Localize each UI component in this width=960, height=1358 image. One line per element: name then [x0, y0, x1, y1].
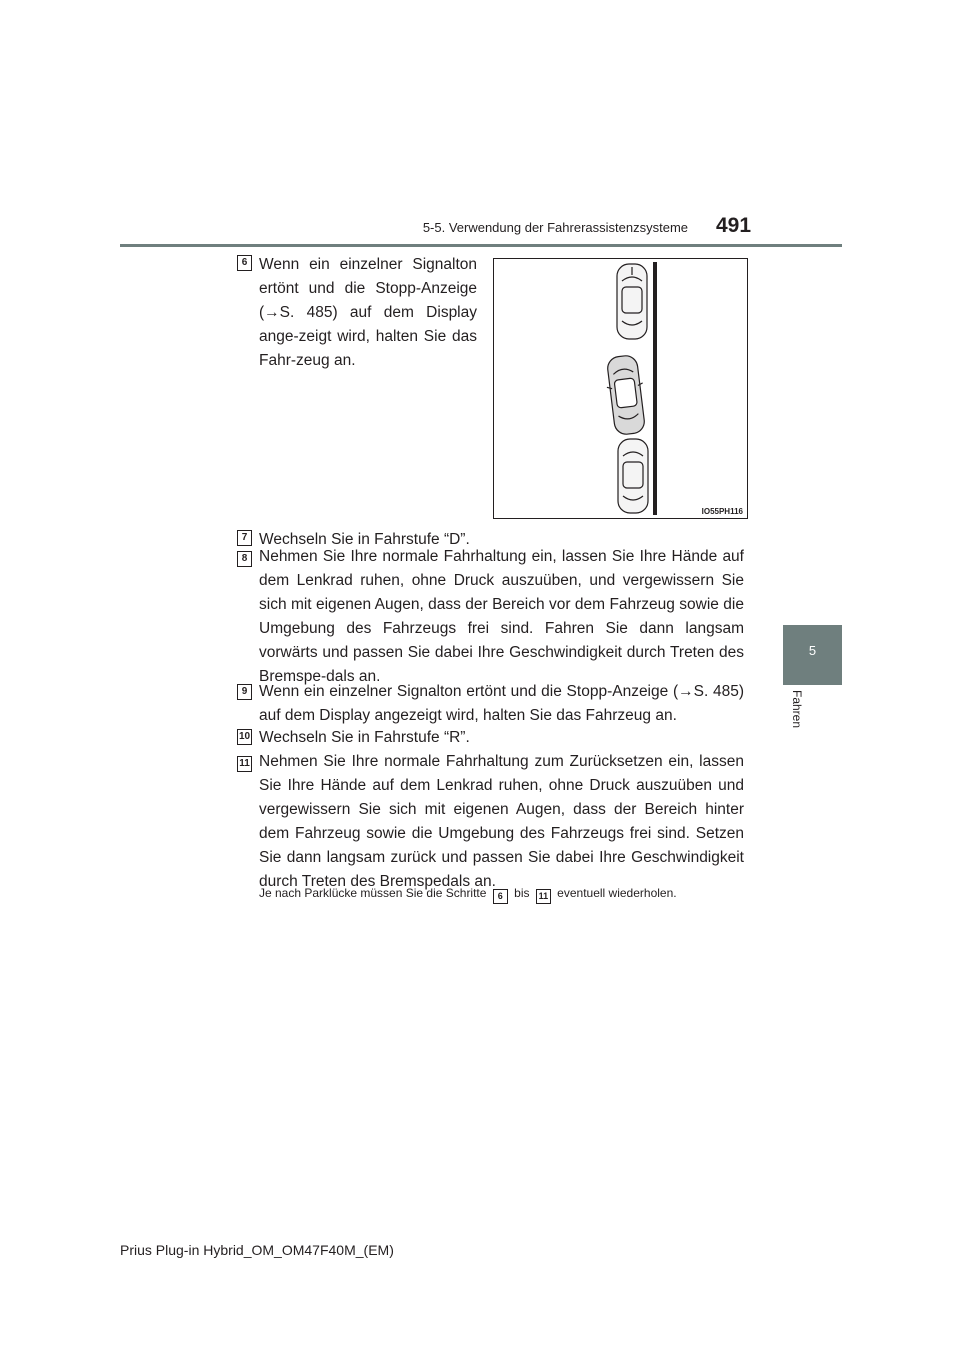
parking-illustration [493, 258, 748, 519]
step-text-10: Wechseln Sie in Fahrstufe “R”. [259, 729, 470, 746]
step-text-7: Wechseln Sie in Fahrstufe “D”. [259, 531, 470, 548]
step-badge-6: 6 [237, 255, 252, 271]
step-badge-8: 8 [237, 551, 252, 567]
chapter-number: 5 [808, 643, 817, 658]
note-badge-from: 6 [493, 889, 508, 904]
note-suffix: eventuell wiederholen. [557, 886, 677, 900]
manual-footer: Prius Plug-in Hybrid_OM_OM47F40M_(EM) [120, 1242, 394, 1258]
step-badge-7: 7 [237, 530, 252, 546]
note-middle: bis [514, 886, 530, 900]
step-text-6: Wenn ein einzelner Signalton ertönt und die Stopp-Anzeige (→S. 485) auf dem Display ange-zeigt wird, halten Sie das Fahr-zeug an. [259, 256, 477, 369]
repeat-steps-note [259, 886, 759, 904]
note-prefix: Je nach Parklücke müssen Sie die Schritte [259, 886, 487, 900]
step-text-9: Wenn ein einzelner Signalton ertönt und die Stopp-Anzeige (→S. 485) auf dem Display angezeigt wird, halten Sie das Fahrzeug an. [259, 683, 744, 724]
parked-car-front [617, 264, 647, 339]
step-text-11: Nehmen Sie Ihre normale Fahrhaltung zum Zurücksetzen ein, lassen Sie Ihre Hände auf dem Lenkrad ruhen, ohne Druck auszuüben und vergewissern Sie sich mit eigenen Augen, dass der Bereich hinter dem Fahrzeug sowie die Umgebung des Fahrzeugs frei sind. Setzen Sie dann langsam zurück und passen Sie dabei Ihre Geschwindigkeit durch Treten des Bremspedals an. [259, 753, 744, 890]
step-badge-11: 11 [237, 756, 252, 772]
section-title: 5-5. Verwendung der Fahrerassistenzsysteme [422, 220, 688, 235]
figure-code: IO55PH116 [701, 507, 743, 516]
curb-line [653, 262, 657, 515]
page-number: 491 [716, 214, 752, 237]
chapter-label: Fahren [790, 690, 804, 729]
chapter-tab [783, 625, 842, 685]
maneuvering-car [603, 354, 648, 436]
step-badge-10: 10 [237, 729, 252, 745]
parking-diagram [494, 259, 747, 518]
step-badge-9: 9 [237, 684, 252, 700]
note-badge-to: 11 [536, 889, 551, 904]
parked-car-rear [618, 439, 648, 513]
header-divider [120, 244, 842, 247]
step-text-8: Nehmen Sie Ihre normale Fahrhaltung ein, lassen Sie Ihre Hände auf dem Lenkrad ruhen, ohne Druck auszuüben, und vergewissern Sie sich mit eigenen Augen, dass der Bereich vor dem Fahrzeug sowie die Umgebung des Fahrzeugs frei sind. Fahren Sie dann langsam vorwärts und passen Sie dabei Ihre Geschwindigkeit durch Treten des Bremspe-dals an. [259, 548, 744, 685]
